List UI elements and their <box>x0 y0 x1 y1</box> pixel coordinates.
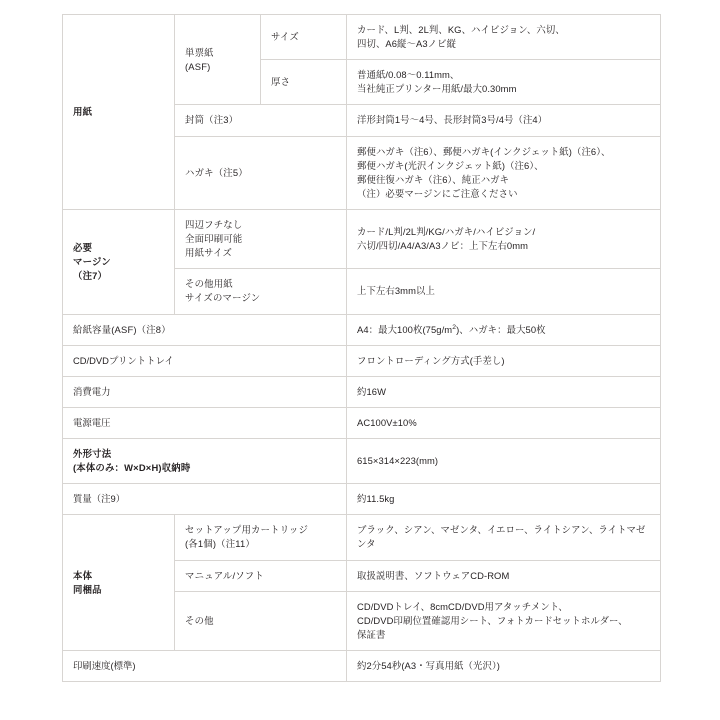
row-value: CD/DVDトレイ、8cmCD/DVD用アタッチメント、 CD/DVD印刷位置確認用シート、フォトカードセットホルダー、 保証書 <box>347 591 661 650</box>
row-value: ブラック、シアン、マゼンタ、イエロー、ライトシアン、ライトマゼンタ <box>347 515 661 560</box>
row-group-label: CD/DVDプリントトレイ <box>63 345 347 376</box>
row-sub-label: ハガキ（注5） <box>175 136 347 209</box>
row-group-label: 質量（注9） <box>63 484 347 515</box>
row-group-label: 本体 同梱品 <box>63 515 175 651</box>
table-row <box>63 314 661 345</box>
row-value: 約2分54秒(A3・写真用紙（光沢）) <box>347 650 661 681</box>
row-value: フロントローディング方式(手差し) <box>347 345 661 376</box>
row-value: AC100V±10% <box>347 407 661 438</box>
row-value: 約11.5kg <box>347 484 661 515</box>
row-group-label: 用紙 <box>63 15 175 210</box>
row-value: 約16W <box>347 376 661 407</box>
row-group-label: 電源電圧 <box>63 407 347 438</box>
table-row <box>63 650 661 681</box>
specification-table <box>62 14 661 682</box>
row-sub-label: 封筒（注3） <box>175 105 347 136</box>
row-sub-label: マニュアル/ソフト <box>175 560 347 591</box>
row-sub-label: その他 <box>175 591 347 650</box>
table-row <box>63 15 661 60</box>
row-group-label: 必要 マージン （注7） <box>63 209 175 314</box>
table-row <box>63 438 661 483</box>
row-value: カード/L判/2L判/KG/ハガキ/ハイビジョン/ 六切/四切/A4/A3/A3ノビ：上下左右0mm <box>347 209 661 268</box>
row-sub-label: 四辺フチなし 全面印刷可能 用紙サイズ <box>175 209 347 268</box>
table-row <box>63 209 661 268</box>
row-value: 洋形封筒1号～4号、長形封筒3号/4号（注4） <box>347 105 661 136</box>
table-row <box>63 484 661 515</box>
row-value: 上下左右3mm以上 <box>347 269 661 314</box>
row-sub-label: セットアップ用カートリッジ (各1個)（注11） <box>175 515 347 560</box>
row-sub2-label: サイズ <box>261 15 347 60</box>
row-group-label: 給紙容量(ASF)（注8） <box>63 314 347 345</box>
table-row <box>63 407 661 438</box>
table-row <box>63 515 661 560</box>
row-sub2-label: 厚さ <box>261 60 347 105</box>
row-value: A4：最大100枚$(75g/m^2)$、ハガキ：最大50枚 <box>347 314 661 345</box>
row-group-label: 印刷速度(標準) <box>63 650 347 681</box>
row-value: 普通紙/0.08～0.11mm、 当社純正プリンター用紙/最大0.30mm <box>347 60 661 105</box>
row-value: カード、L判、2L判、KG、ハイビジョン、六切、 四切、A6縦～A3ノビ縦 <box>347 15 661 60</box>
row-value: 取扱説明書、ソフトウェアCD-ROM <box>347 560 661 591</box>
table-row <box>63 345 661 376</box>
table-row <box>63 376 661 407</box>
row-sub-label: その他用紙 サイズのマージン <box>175 269 347 314</box>
row-group-label: 消費電力 <box>63 376 347 407</box>
row-value: 郵便ハガキ（注6）、郵便ハガキ(インクジェット紙)（注6）、 郵便ハガキ(光沢インクジェット紙)（注6）、 郵便往復ハガキ（注6）、純正ハガキ （注）必要マージンにご注意ください <box>347 136 661 209</box>
row-sub-label: 単票紙 (ASF) <box>175 15 261 105</box>
row-group-label: 外形寸法 (本体のみ：W×D×H)収納時 <box>63 438 347 483</box>
table-body <box>63 15 661 682</box>
row-value: 615×314×223(mm) <box>347 438 661 483</box>
